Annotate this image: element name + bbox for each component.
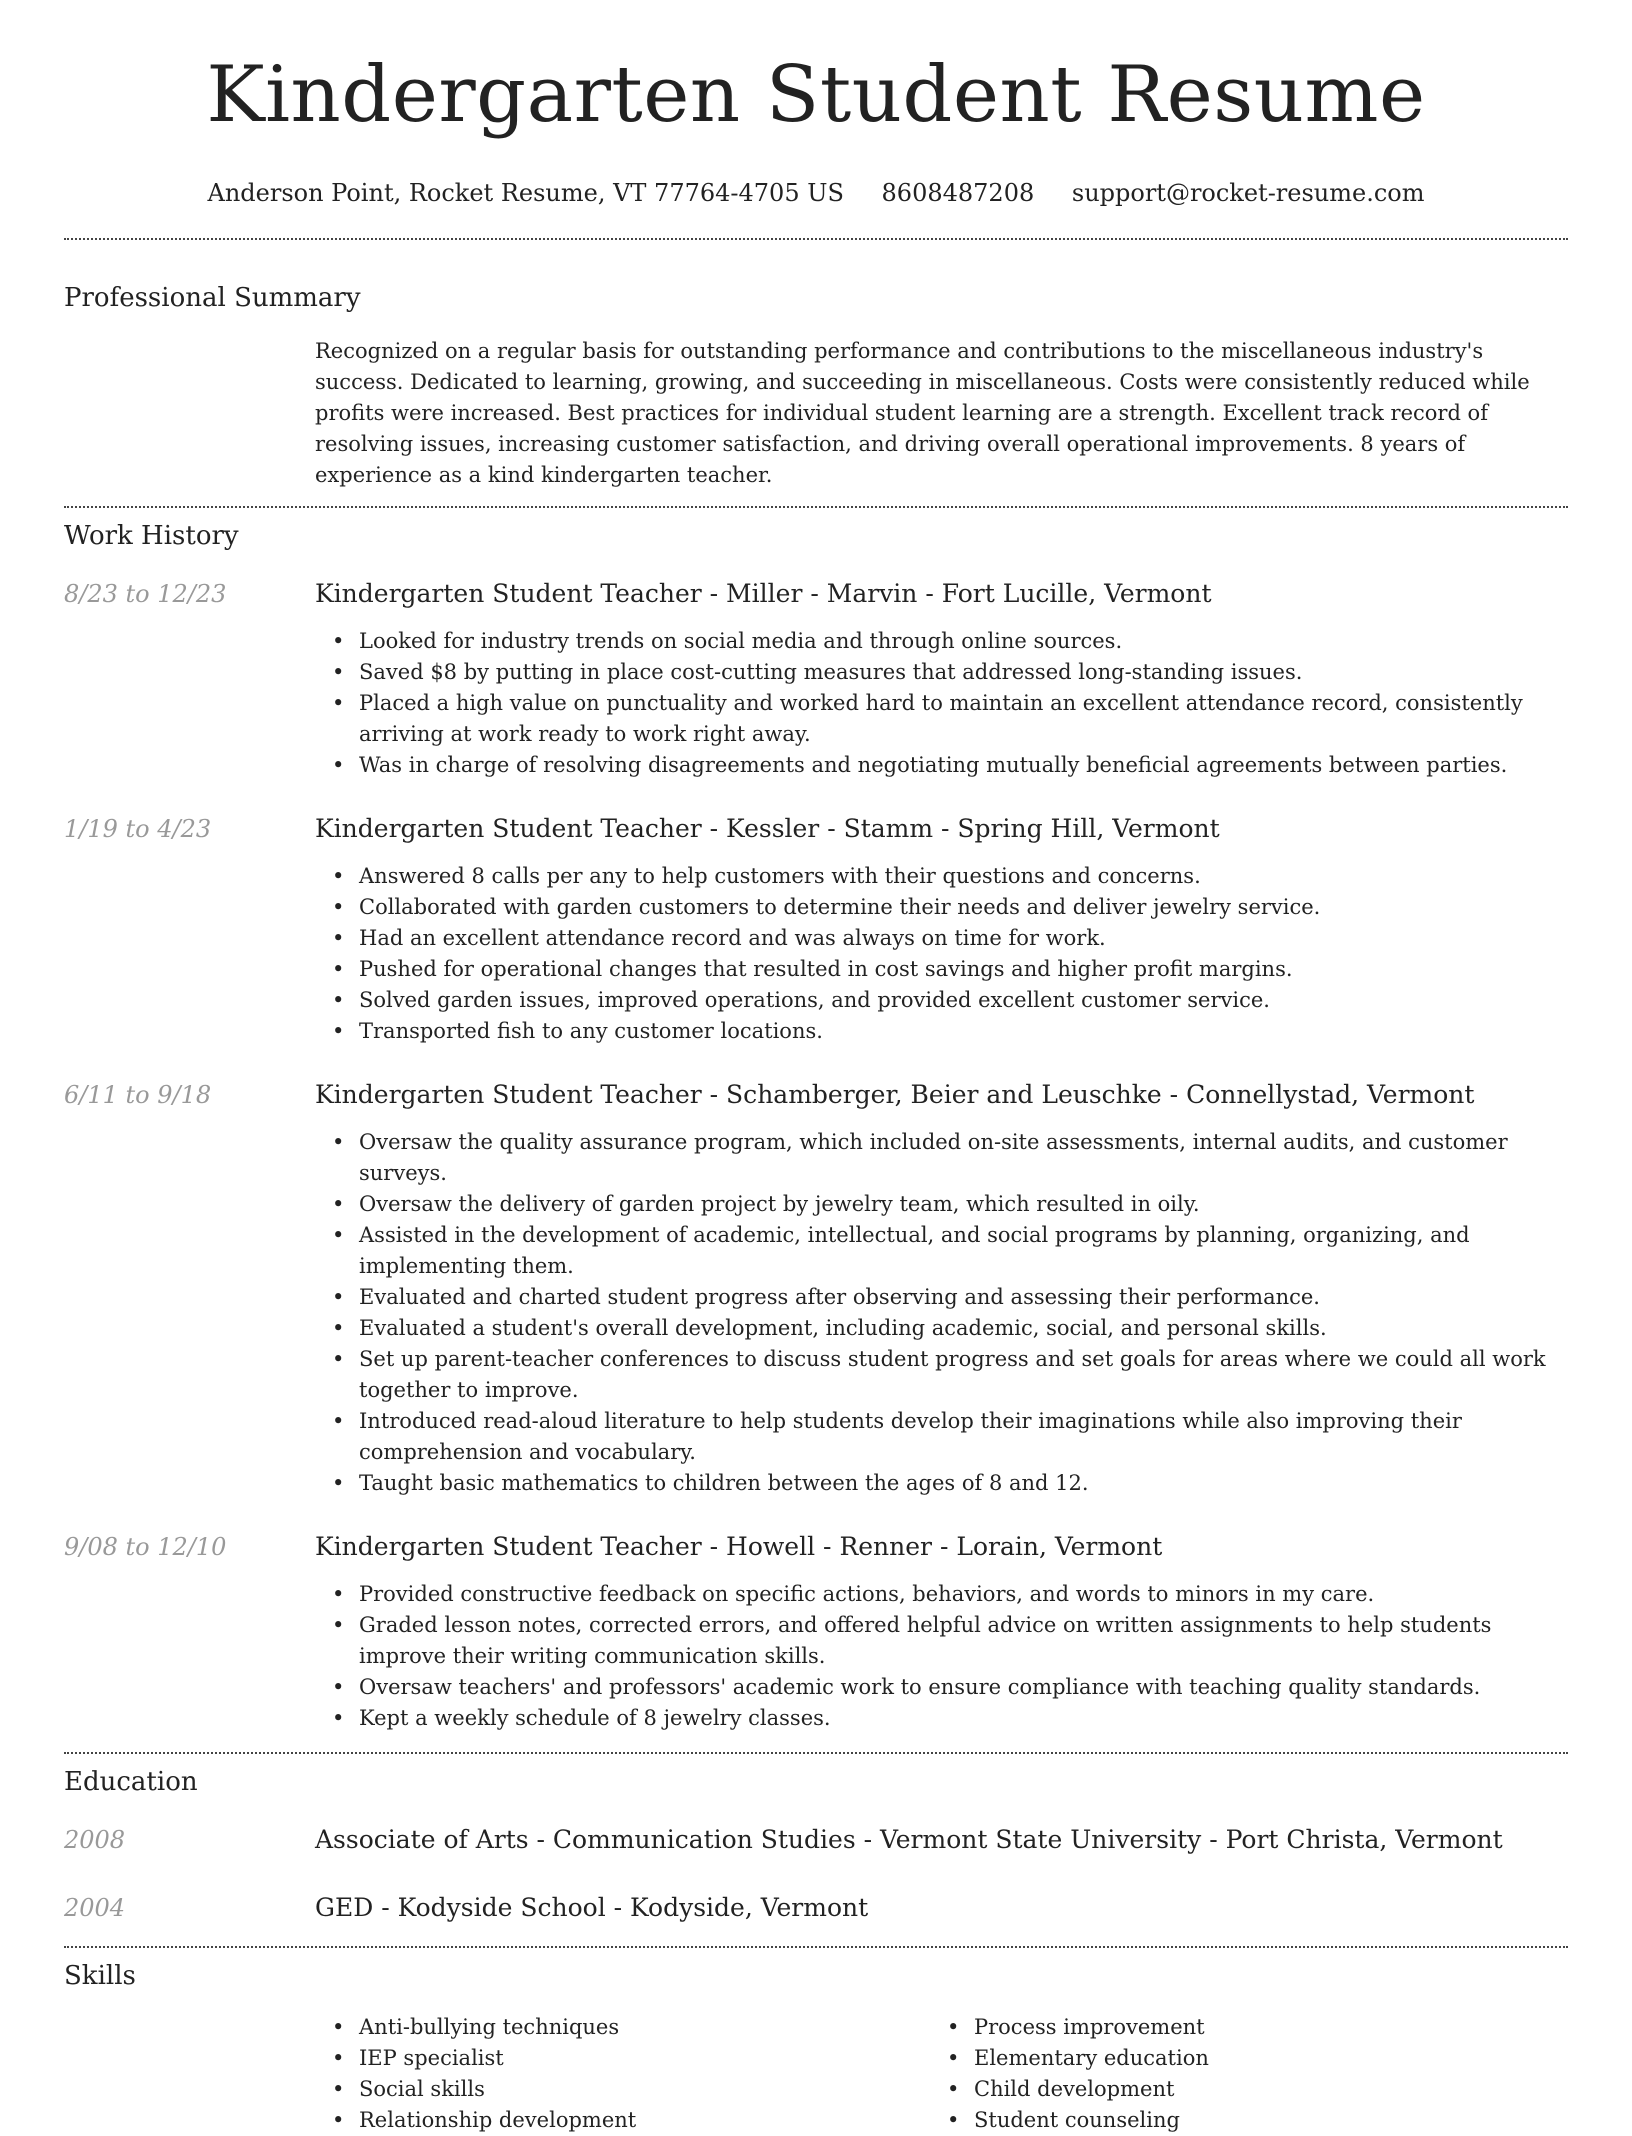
skills-list [315, 2012, 915, 2136]
skill-item: • Student counseling [930, 2105, 1530, 2136]
skills-heading: Skills [64, 1961, 136, 1991]
divider [64, 1752, 1568, 1754]
job-bullets [315, 626, 1568, 781]
job-entry [64, 578, 1568, 781]
summary-heading: Professional Summary [64, 283, 361, 313]
job-bullet: • Collaborated with garden customers to determine their needs and deliver jewelry service. [315, 892, 1568, 923]
job-date: 6/11 to 9/18 [64, 1081, 212, 1109]
divider [64, 1946, 1568, 1948]
education-year: 2004 [64, 1894, 126, 1922]
job-bullet: • Graded lesson notes, corrected errors, and offered helpful advice on written assignments to help students improve their writing communication skills. [315, 1610, 1568, 1672]
job-bullet: • Was in charge of resolving disagreements and negotiating mutually beneficial agreements between parties. [315, 750, 1568, 781]
job-bullet: • Had an excellent attendance record and was always on time for work. [315, 923, 1568, 954]
job-bullet: • Introduced read-aloud literature to help students develop their imaginations while also improving their comprehension and vocabulary. [315, 1406, 1568, 1468]
job-date: 1/19 to 4/23 [64, 815, 212, 843]
summary-text: Recognized on a regular basis for outstanding performance and contributions to the miscellaneous industry's success. Dedicated to learning, growing, and succeeding in miscellaneous. Costs were consistently reduced while profits were increased. Best practices for individual student learning are a strength. Excellent track record of resolving issues, increasing customer satisfaction, and driving overall operational improvements. 8 years of experience as a kind kindergarten teacher. [315, 339, 1530, 487]
job-entry [64, 813, 1568, 1047]
job-bullet: • Evaluated a student's overall development, including academic, social, and personal skills. [315, 1313, 1568, 1344]
job-bullets [315, 861, 1568, 1047]
contact-address: Anderson Point, Rocket Resume, VT 77764-4705 US [207, 179, 844, 207]
skills-column-right [930, 2012, 1530, 2136]
job-bullet: • Oversaw teachers' and professors' academic work to ensure compliance with teaching quality standards. [315, 1672, 1568, 1703]
skills-list [930, 2012, 1530, 2136]
job-bullet: • Taught basic mathematics to children between the ages of 8 and 12. [315, 1468, 1568, 1499]
job-bullet: • Oversaw the quality assurance program, which included on-site assessments, internal audits, and customer surveys. [315, 1127, 1568, 1189]
contact-phone: 8608487208 [881, 179, 1035, 207]
skill-item: • Social skills [315, 2074, 915, 2105]
education-entry [64, 1892, 1568, 1924]
job-bullets [315, 1127, 1568, 1499]
education-year: 2008 [64, 1826, 126, 1854]
contact-email: support@rocket-resume.com [1071, 179, 1425, 207]
resume-title: Kindergarten Student Resume [206, 50, 1426, 140]
work-history-heading: Work History [64, 521, 239, 551]
job-bullet: • Provided constructive feedback on specific actions, behaviors, and words to minors in my care. [315, 1579, 1568, 1610]
education-text: Associate of Arts - Communication Studies - Vermont State University - Port Christa, Vermont [315, 1825, 1503, 1854]
divider [64, 506, 1568, 508]
job-bullet: • Kept a weekly schedule of 8 jewelry classes. [315, 1703, 1568, 1734]
job-bullet: • Set up parent-teacher conferences to discuss student progress and set goals for areas where we could all work together to improve. [315, 1344, 1568, 1406]
job-bullet: • Pushed for operational changes that resulted in cost savings and higher profit margins. [315, 954, 1568, 985]
job-bullet: • Placed a high value on punctuality and worked hard to maintain an excellent attendance record, consistently arriving at work ready to work right away. [315, 688, 1568, 750]
job-bullet: • Evaluated and charted student progress after observing and assessing their performance. [315, 1282, 1568, 1313]
skill-item: • Relationship development [315, 2105, 915, 2136]
job-bullet: • Transported fish to any customer locations. [315, 1016, 1568, 1047]
contact-line [64, 178, 1568, 208]
job-entry [64, 1531, 1568, 1734]
job-bullets [315, 1579, 1568, 1734]
job-title: Kindergarten Student Teacher - Kessler - Stamm - Spring Hill, Vermont [315, 814, 1220, 843]
job-bullet: • Solved garden issues, improved operations, and provided excellent customer service. [315, 985, 1568, 1016]
resume-page [64, 0, 1568, 2132]
job-title: Kindergarten Student Teacher - Schamberger, Beier and Leuschke - Connellystad, Vermont [315, 1080, 1475, 1109]
job-entry [64, 1079, 1568, 1499]
job-date: 9/08 to 12/10 [64, 1533, 227, 1561]
skill-item: • Elementary education [930, 2043, 1530, 2074]
job-bullet: • Assisted in the development of academic, intellectual, and social programs by planning, organizing, and implementing them. [315, 1220, 1568, 1282]
education-text: GED - Kodyside School - Kodyside, Vermont [315, 1893, 869, 1922]
job-date: 8/23 to 12/23 [64, 580, 227, 608]
divider [64, 238, 1568, 240]
job-bullet: • Looked for industry trends on social media and through online sources. [315, 626, 1568, 657]
education-heading: Education [64, 1767, 198, 1797]
job-bullet: • Oversaw the delivery of garden project by jewelry team, which resulted in oily. [315, 1189, 1568, 1220]
skill-item: • Process improvement [930, 2012, 1530, 2043]
job-bullet: • Answered 8 calls per any to help customers with their questions and concerns. [315, 861, 1568, 892]
skill-item: • Child development [930, 2074, 1530, 2105]
skill-item: • IEP specialist [315, 2043, 915, 2074]
skill-item: • Anti-bullying techniques [315, 2012, 915, 2043]
education-entry [64, 1824, 1568, 1856]
job-title: Kindergarten Student Teacher - Howell - Renner - Lorain, Vermont [315, 1532, 1163, 1561]
job-title: Kindergarten Student Teacher - Miller - Marvin - Fort Lucille, Vermont [315, 579, 1212, 608]
job-bullet: • Saved $8 by putting in place cost-cutting measures that addressed long-standing issues. [315, 657, 1568, 688]
skills-column-left [315, 2012, 915, 2136]
